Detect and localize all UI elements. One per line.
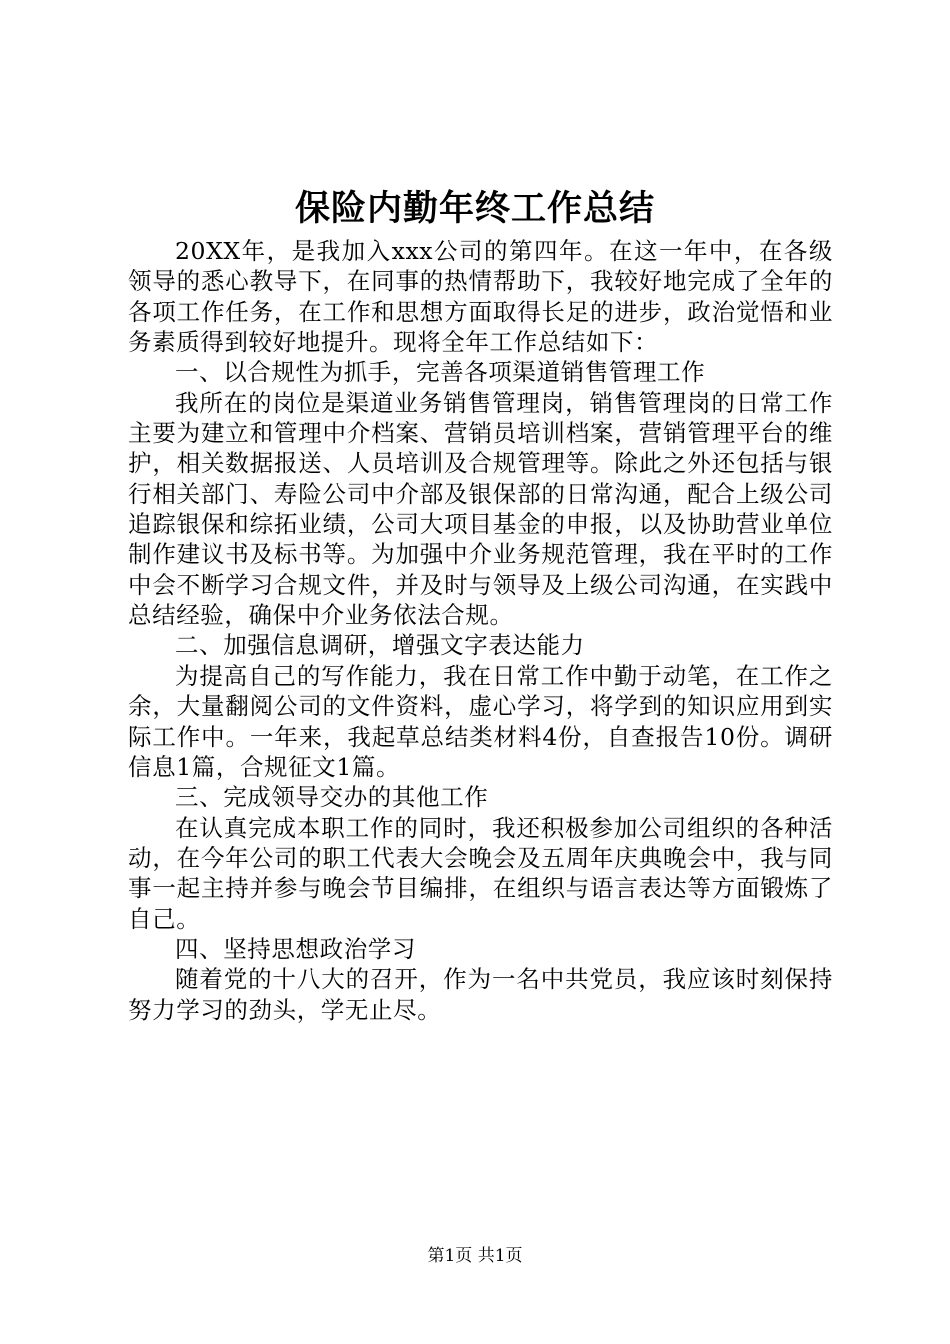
section-heading-2: 二、加强信息调研，增强文字表达能力: [175, 631, 585, 660]
section-paragraph-1: 我所在的岗位是渠道业务销售管理岗，销售管理岗的日常工作主要为建立和管理中介档案、营销员培训档案，营销管理平台的维护，相关数据报送、人员培训及合规管理等。除此之外还包括与银行相关部门、寿险公司中介部及银保部的日常沟通，配合上级公司追踪银保和综拓业绩，公司大项目基金的申报，以及协助营业单位制作建议书及标书等。为加强中介业务规范管理，我在平时的工作中会不断学习合规文件，并及时与领导及上级公司沟通，在实践中总结经验，确保中介业务依法合规。: [128, 388, 833, 630]
page-footer: 第1页 共1页: [427, 1246, 523, 1266]
section-paragraph-2: 为提高自己的写作能力，我在日常工作中勤于动笔，在工作之余，大量翻阅公司的文件资料，虚心学习，将学到的知识应用到实际工作中。一年来，我起草总结类材料4份，自查报告10份。调研信息1篇，合规征文1篇。: [128, 661, 833, 781]
document-title: 保险内勤年终工作总结: [294, 188, 655, 229]
section-heading-4: 四、坚持思想政治学习: [175, 934, 416, 963]
section-paragraph-3: 在认真完成本职工作的同时，我还积极参加公司组织的各种活动，在今年公司的职工代表大会晚会及五周年庆典晚会中，我与同事一起主持并参与晚会节目编排，在组织与语言表达等方面锻炼了自己。: [128, 813, 833, 933]
section-heading-1: 一、以合规性为抓手，完善各项渠道销售管理工作: [175, 358, 706, 387]
section-paragraph-4: 随着党的十八大的召开，作为一名中共党员，我应该时刻保持努力学习的劲头，学无止尽。: [128, 965, 833, 1024]
section-heading-3: 三、完成领导交办的其他工作: [175, 783, 489, 812]
intro-paragraph: 20XX年，是我加入xxx公司的第四年。在这一年中，在各级领导的悉心教导下，在同事的热情帮助下，我较好地完成了全年的各项工作任务，在工作和思想方面取得长足的进步，政治觉悟和业务素质得到较好地提升。现将全年工作总结如下：: [128, 237, 833, 357]
document-body: [128, 236, 833, 1025]
